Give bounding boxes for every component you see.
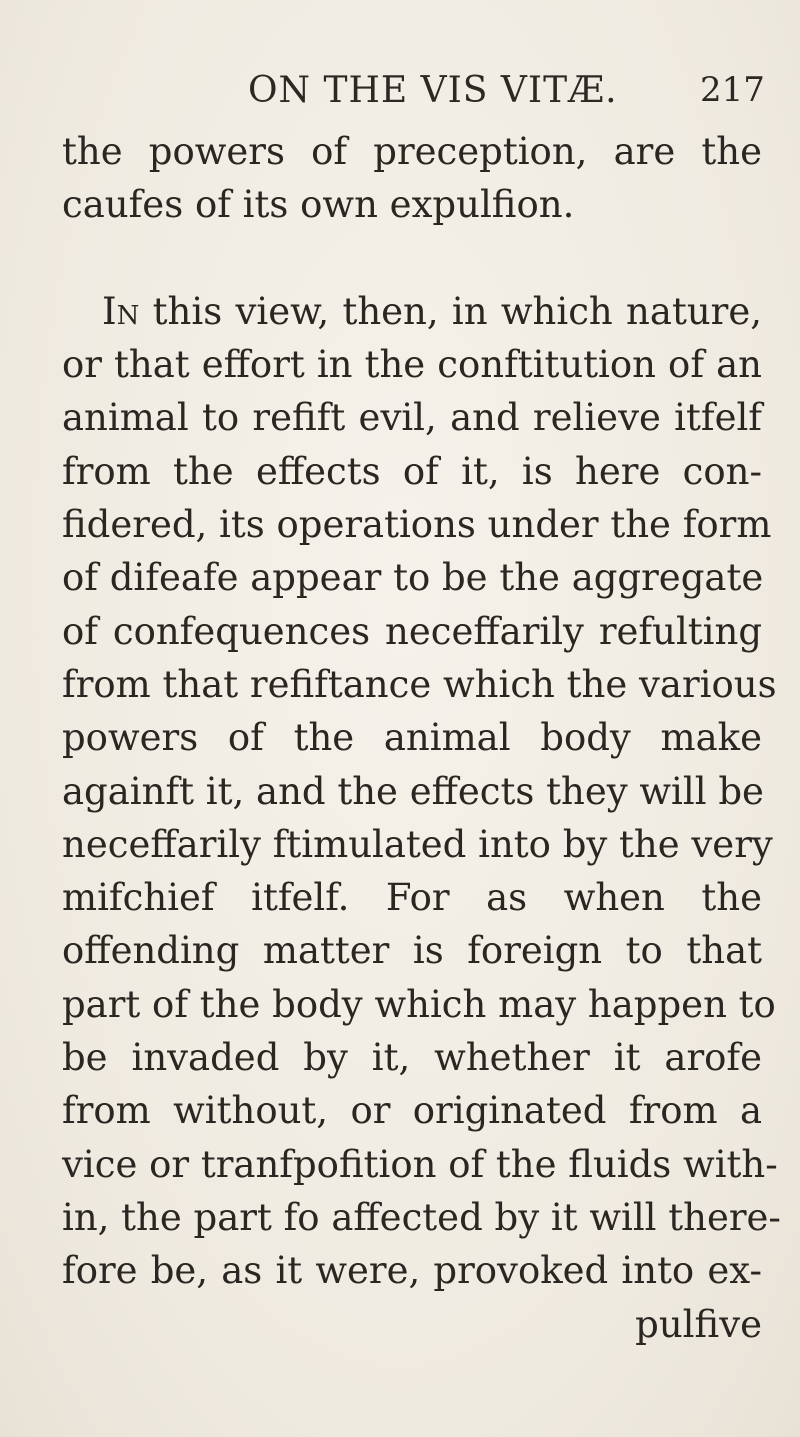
text-line: of difeafe appear to be the aggregate <box>62 556 764 600</box>
text-line: from without, or originated from a <box>62 1089 762 1133</box>
text-line: be invaded by it, whether it arofe <box>62 1036 762 1080</box>
text-line: animal to refift evil, and relieve itfelf <box>62 396 762 440</box>
text-line: neceffarily ftimulated into by the very <box>62 822 773 866</box>
text-line: againft it, and the effects they will be <box>62 769 764 813</box>
text-line: the powers of preception, are the <box>62 130 762 173</box>
paragraph-initial-word: In <box>102 289 140 333</box>
paragraph-first-line <box>62 285 762 338</box>
running-head-title: ON THE VIS VITÆ. <box>248 70 618 111</box>
text-line: from that refiftance which the various <box>62 662 777 706</box>
text-line-rest: this view, then, in which nature, <box>139 289 762 333</box>
text-line: fore be, as it were, provoked into ex- <box>62 1249 762 1293</box>
text-line: from the effects of it, is here con- <box>62 449 762 493</box>
text-line: vice or tranfpofition of the fluids with- <box>62 1142 778 1186</box>
page-number: 217 <box>700 70 765 110</box>
text-line: caufes of its own expulfion. <box>62 183 575 227</box>
body-text <box>62 125 781 1351</box>
paragraph-break <box>62 232 762 285</box>
text-line: mifchief itfelf. For as when the <box>62 876 762 920</box>
text-line: in, the part fo affected by it will there- <box>62 1195 781 1239</box>
text-line: powers of the animal body make <box>62 716 762 760</box>
text-line: fidered, its operations under the form <box>62 503 772 547</box>
text-line: offending matter is foreign to that <box>62 929 762 973</box>
text-line: part of the body which may happen to <box>62 982 776 1026</box>
text-line: of confequences neceffarily refulting <box>62 609 762 653</box>
catchword: pulfive <box>635 1302 762 1346</box>
text-line: or that effort in the conftitution of an <box>62 343 762 387</box>
